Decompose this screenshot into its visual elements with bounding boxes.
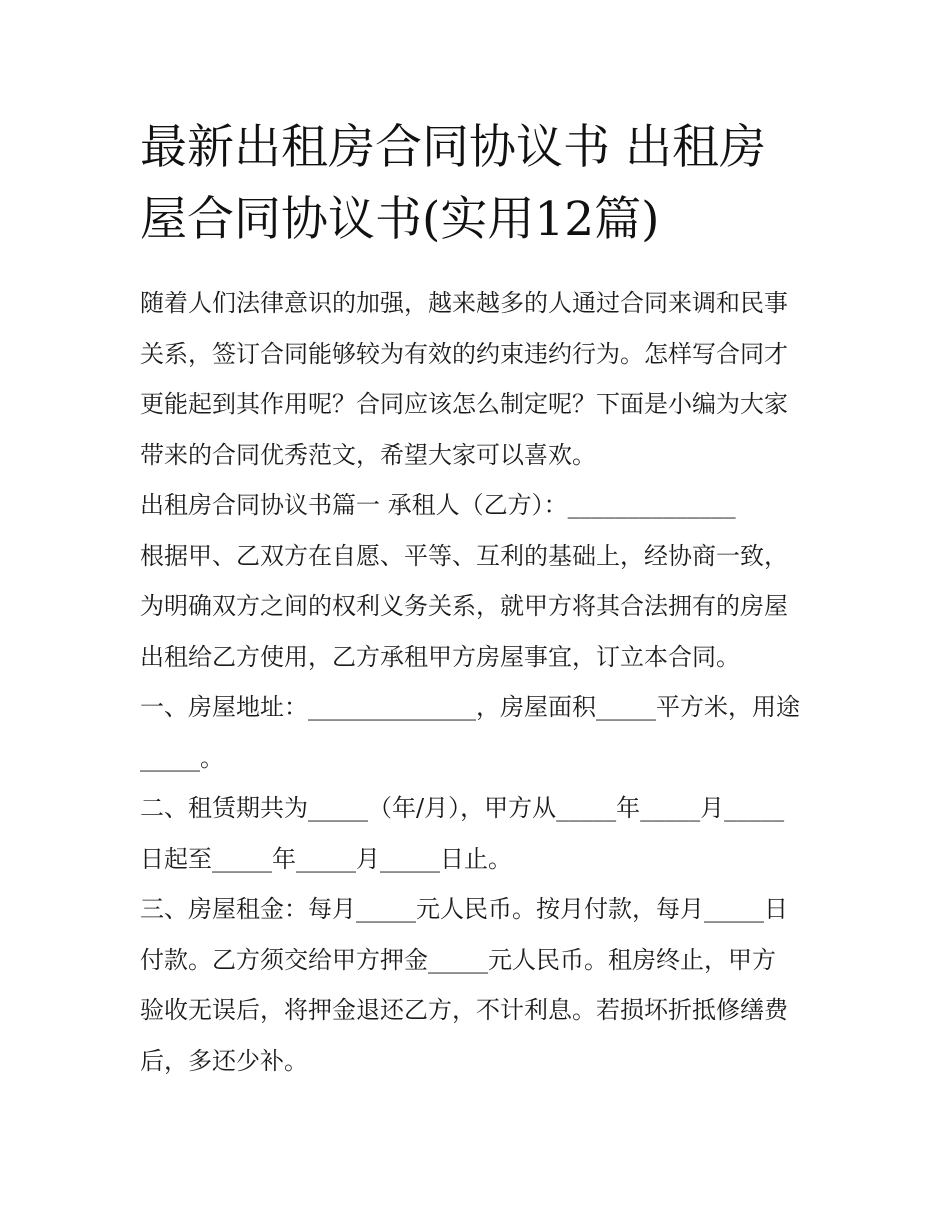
section-heading-paragraph	[140, 480, 830, 531]
text-line: 付款。乙方须交给甲方押金_____元人民币。租房终止，甲方	[140, 945, 776, 974]
text-line: 二、租赁期共为_____（年/月），甲方从_____年_____月_____	[140, 794, 785, 822]
document-body	[140, 278, 830, 1086]
preamble-paragraph	[140, 531, 830, 683]
text-line: 后，多还少补。	[140, 1046, 308, 1075]
text-line: 带来的合同优秀范文，希望大家可以喜欢。	[140, 440, 596, 469]
text-line: 出租房合同协议书篇一 承租人（乙方）：______________	[140, 491, 736, 519]
clause-address-paragraph	[140, 682, 830, 783]
text-line: 一、房屋地址：______________，房屋面积_____平方米，用途	[140, 693, 800, 721]
title-line: 屋合同协议书(实用12篇)	[140, 192, 660, 247]
text-line: 更能起到其作用呢？合同应该怎么制定呢？下面是小编为大家	[140, 390, 788, 418]
text-line: 为明确双方之间的权利义务关系，就甲方将其合法拥有的房屋	[140, 592, 788, 620]
text-line: 根据甲、乙双方在自愿、平等、互利的基础上，经协商一致，	[140, 541, 788, 570]
text-line: 三、房屋租金：每月_____元人民币。按月付款，每月_____日	[140, 895, 788, 923]
text-line: 日起至_____年_____月_____日止。	[140, 844, 512, 873]
text-line: 验收无误后，将押金退还乙方，不计利息。若损坏折抵修缮费	[140, 996, 788, 1024]
intro-paragraph	[140, 278, 830, 480]
text-line: 出租给乙方使用，乙方承租甲方房屋事宜，订立本合同。	[140, 642, 740, 671]
clause-rent-paragraph	[140, 884, 830, 1086]
text-line: _____。	[140, 743, 224, 772]
text-line: 随着人们法律意识的加强，越来越多的人通过合同来调和民事	[140, 289, 788, 317]
document-title	[140, 112, 820, 256]
clause-term-paragraph	[140, 783, 830, 884]
text-line: 关系，签订合同能够较为有效的约束违约行为。怎样写合同才	[140, 339, 788, 368]
title-line: 最新出租房合同协议书 出租房	[140, 120, 766, 175]
